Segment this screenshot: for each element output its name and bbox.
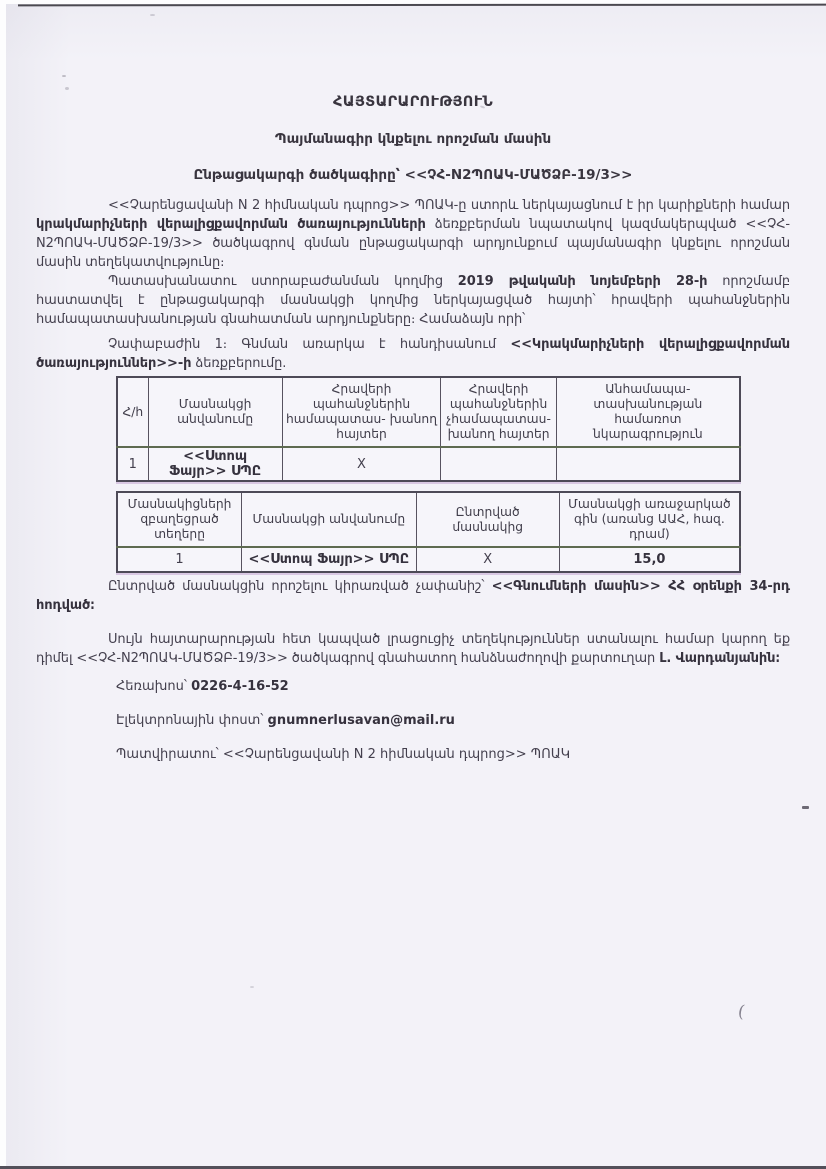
results-price-table [116, 491, 741, 573]
text-segment: Չափաբաժին 1։ Գնման առարկա է հանդիսանում [108, 337, 511, 352]
text-segment: որոշմամբ հաստատվել է ընթացակարգի մասնակցի կողմից ներկայացված հայտի՝ հրավերի պահանջներին համապատասխանության գնահատման արդյունքները։ Համաձայն որի՝ [36, 274, 791, 327]
text-segment: ձեռքբերման նպատակով կազմակերպված <<ՉՀ-N2ՊՈԱԿ-ՄԱԾՁԲ-19/3>> ծածկագրով գնման ընթացակարգի արդյունքում պայմանագիր կնքելու որոշման մասին տեղեկատվությունը։ [36, 217, 791, 270]
text-segment-bold: Լ. Վարդանյանին։ [659, 651, 780, 666]
table-cell: 1 [117, 547, 242, 572]
text-segment-bold: կրակմարիչների վերալիցքավորման ծառայությունների [36, 217, 426, 232]
text-segment-bold: 2019 թվականի նոյեմբերի 28-ի [457, 274, 708, 289]
table-cell: <<Ստոպ Ֆայր>> ՍՊԸ [148, 447, 282, 481]
scan-speck [65, 87, 69, 90]
paragraph-criteria [36, 577, 790, 615]
table-cell: 15,0 [559, 547, 740, 572]
scan-speck [150, 14, 155, 16]
text-segment: Էլեկտրոնային փոստ՝ [116, 713, 268, 728]
paragraph-decision [36, 272, 790, 329]
table-header-cell: Հրավերի պահանջներին չհամապատաս- խանող հայտեր [441, 377, 556, 447]
table-cell: X [282, 447, 441, 481]
paragraph-intro [36, 196, 790, 272]
table-cell [556, 447, 740, 481]
table-header-cell: Մասնակցի անվանումը [148, 377, 282, 447]
document-title: ՀԱՅՏԱՐԱՐՈՒԹՅՈՒՆ [332, 94, 494, 110]
text-segment: Պատվիրատու՝ <<Չարենցավանի N 2 հիմնական դպրոց>> ՊՈԱԿ [116, 747, 571, 762]
contact-phone [116, 677, 790, 696]
table-header-row [117, 377, 740, 447]
table-header-cell: Մասնակցի անվանումը [242, 492, 416, 547]
table-header-cell: Հ/հ [117, 377, 148, 447]
text-segment-bold: <<Կրակմարիչների վերալիցքավորման ծառայություններ>>-ի [36, 337, 790, 371]
table-cell: 1 [117, 447, 148, 481]
table-cell: X [416, 547, 559, 572]
scan-speck [529, 133, 532, 136]
contact-email [116, 711, 790, 730]
document-subtitle: Պայմանագիր կնքելու որոշման մասին [274, 131, 552, 147]
pen-mark: ( [736, 1001, 747, 1023]
text-segment: Պատասխանատու ստորաբաժանման կողմից [108, 274, 458, 289]
table-header-cell: Մասնակցի առաջարկած գին (առանց ԱԱՀ, հազ. դրամ) [559, 492, 740, 547]
contact-customer [116, 745, 790, 764]
text-segment: Սույն հայտարարության հետ կապված լրացուցիչ տեղեկություններ ստանալու համար կարող եք դիմել <<ՉՀ-N2ՊՈԱԿ-ՄԱԾՁԲ-19/3>> ծածկագրով գնահատող հանձնաժողովի քարտուղար [36, 632, 790, 666]
table-cell: <<Ստոպ Ֆայր>> ՍՊԸ [242, 547, 416, 572]
paragraph-lot [36, 335, 790, 373]
text-segment: <<Չարենցավանի N 2 հիմնական դպրոց>> ՊՈԱԿ-ը ստորև ներկայացնում է իր կարիքների համար [108, 198, 790, 213]
table-header-cell: Մասնակիցների զբաղեցրած տեղերը [117, 492, 242, 547]
scan-edge-left [0, 0, 6, 1169]
table-header-cell: Ընտրված մասնակից [416, 492, 559, 547]
paragraph-extra-info [36, 630, 790, 668]
scan-dash-mark [802, 806, 809, 809]
procedure-code-line: Ընթացակարգի ծածկագիրը՝ <<ՉՀ-N2ՊՈԱԿ-ՄԱԾՁԲ-19/3>> [193, 167, 633, 183]
table-cell [441, 447, 556, 481]
table-row [117, 447, 740, 481]
text-segment-bold: 0226-4-16-52 [191, 679, 289, 694]
participants-evaluation-table [116, 376, 741, 482]
scan-speck [62, 75, 66, 77]
text-segment: ձեռքբերումը. [191, 356, 287, 371]
text-segment: Ընտրված մասնակցին որոշելու կիրառված չափանիշ՝ [108, 579, 492, 594]
table-row [117, 547, 740, 572]
text-segment: Հեռախոս՝ [116, 679, 192, 694]
scan-speck [250, 986, 254, 988]
text-segment-bold: <<Գնումների մասին>> ՀՀ օրենքի 34-րդ հոդված։ [36, 579, 790, 613]
table-header-cell: Հրավերի պահանջներին համապատաս- խանող հայտեր [282, 377, 441, 447]
table-header-cell: Անհամապա- տասխանության համառոտ նկարագրություն [556, 377, 740, 447]
table-header-row [117, 492, 740, 547]
text-segment-bold: gnumnerlusavan@mail.ru [267, 713, 455, 728]
